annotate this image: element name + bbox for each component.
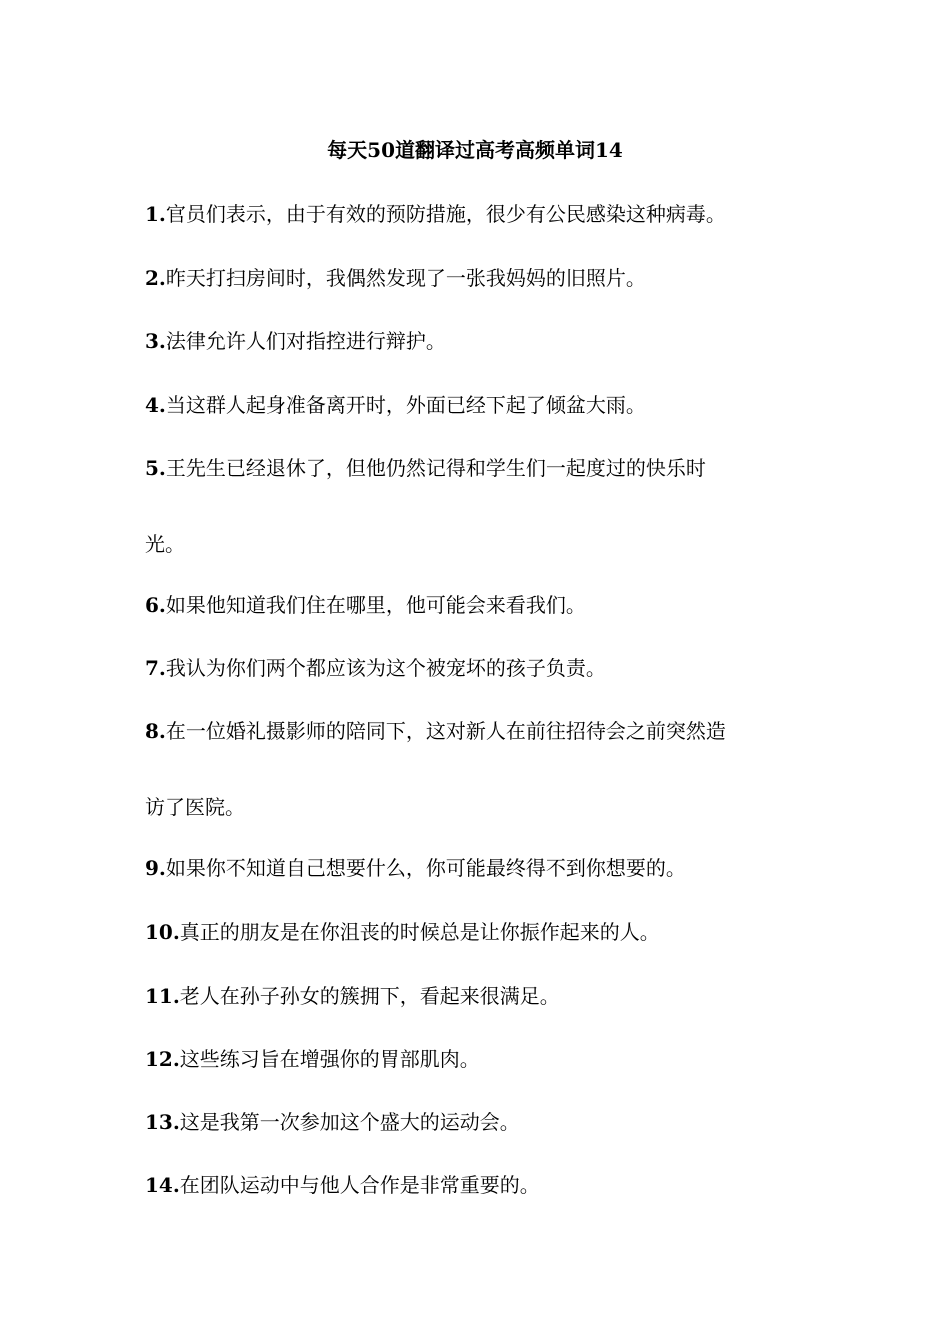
item-number: 13. (145, 1110, 180, 1134)
item-text: 这些练习旨在增强你的胃部肌肉。 (179, 1047, 480, 1071)
list-item (145, 1045, 805, 1073)
item-number: 11. (145, 984, 180, 1008)
list-item (145, 918, 805, 946)
item-number: 10. (145, 920, 180, 944)
item-text: 老人在孙子孙女的簇拥下，看起来很满足。 (179, 984, 560, 1008)
item-number: 5. (145, 456, 166, 480)
list-item (145, 391, 805, 419)
page-title: 每天50道翻译过高考高频单词14 (327, 138, 623, 162)
item-text: 访了医院。 (145, 795, 245, 819)
list-item (145, 327, 805, 355)
item-text: 光。 (145, 532, 185, 556)
list-item (145, 1171, 805, 1199)
item-text: 如果他知道我们住在哪里，他可能会来看我们。 (165, 593, 586, 617)
item-text: 我认为你们两个都应该为这个被宠坏的孩子负责。 (165, 656, 606, 680)
list-item-continuation (145, 530, 805, 558)
item-number: 4. (145, 393, 166, 417)
item-number: 14. (145, 1173, 180, 1197)
list-item (145, 200, 805, 228)
item-text: 昨天打扫房间时，我偶然发现了一张我妈妈的旧照片。 (165, 266, 646, 290)
item-number: 9. (145, 856, 166, 880)
item-number: 7. (145, 656, 166, 680)
item-number: 1. (145, 202, 166, 226)
list-item (145, 982, 805, 1010)
item-number: 3. (145, 329, 166, 353)
item-text: 真正的朋友是在你沮丧的时候总是让你振作起来的人。 (179, 920, 660, 944)
list-item (145, 854, 805, 882)
item-text: 法律允许人们对指控进行辩护。 (165, 329, 446, 353)
item-text: 官员们表示，由于有效的预防措施，很少有公民感染这种病毒。 (165, 202, 726, 226)
list-item (145, 1108, 805, 1136)
list-item (145, 454, 805, 482)
item-number: 6. (145, 593, 166, 617)
list-item-continuation (145, 793, 805, 821)
list-item (145, 717, 805, 745)
item-text: 如果你不知道自己想要什么，你可能最终得不到你想要的。 (165, 856, 686, 880)
item-number: 2. (145, 266, 166, 290)
item-text: 在一位婚礼摄影师的陪同下，这对新人在前往招待会之前突然造 (165, 719, 726, 743)
item-text: 当这群人起身准备离开时，外面已经下起了倾盆大雨。 (165, 393, 646, 417)
item-text: 在团队运动中与他人合作是非常重要的。 (179, 1173, 540, 1197)
list-item (145, 264, 805, 292)
list-item (145, 591, 805, 619)
list-item (145, 654, 805, 682)
item-number: 12. (145, 1047, 180, 1071)
item-text: 这是我第一次参加这个盛大的运动会。 (179, 1110, 520, 1134)
item-text: 王先生已经退休了，但他仍然记得和学生们一起度过的快乐时 (165, 456, 706, 480)
item-number: 8. (145, 719, 166, 743)
